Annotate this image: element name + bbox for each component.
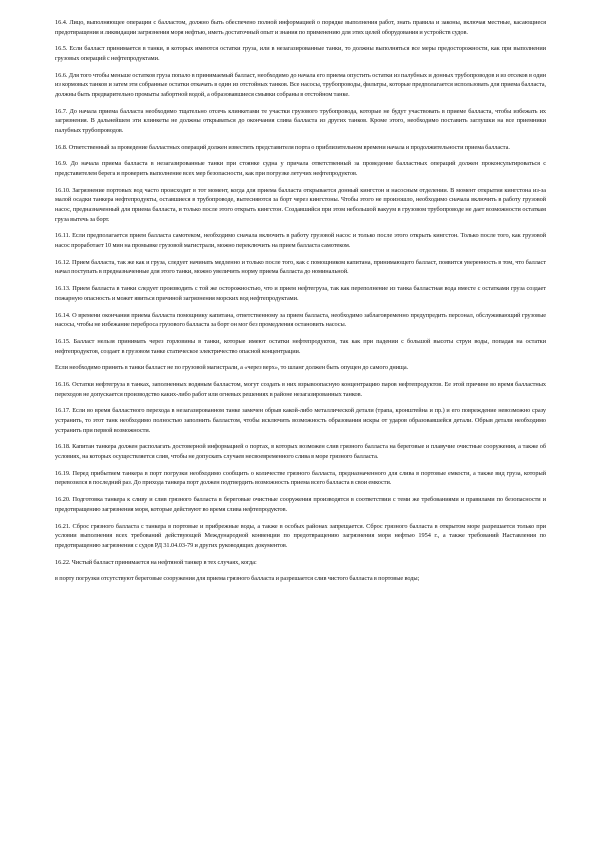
paragraph-16-7: 16.7. До начала приема балласта необходимо тщательно отсечь клинкетами те участки грузового трубопровода, которые не будут участвовать в приеме балласта, чтобы избежать их загрязнения. В дальнейшем эти клинкеты не должны открываться до окончания слива балласта из других танков. Кроме этого, необходимо поставить заглушки на все приемники палубных трубопроводов.	[55, 107, 546, 134]
paragraph-16-14: 16.14. О времени окончания приема балласта помощнику капитана, ответственному за прием балласта, необходимо заблаговременно предупредить персонал, обслуживающий грузовые насосы, чтобы не избежание переброса грузового балласта за борт он мог без промедления остановить насосы.	[55, 311, 546, 329]
paragraph-16-22-condition: в порту погрузки отсутствуют береговые сооружения для приема грязного балласта и разрешается слив чистого балласта в портовые воды;	[55, 575, 420, 583]
paragraph-16-20: 16.20. Подготовка танкера к сливу и слив грязного балласта в береговые очистные сооружения производятся в соответствии с теми же требованиями и правилами по безопасности и предотвращению загрязнения моря, которые действуют во время слива нефтепродуктов.	[55, 496, 546, 513]
paragraph-16-17: 16.17. Если во время балластного перехода в незагазированном танке замечен обрыв какой-либо металлической детали (трапа, кронштейна и пр.) и его повреждение невозможно сразу устранить, то этот танк необходимо полностью заполнить балластом, чтобы исключить возможность образования искры от ударов образовавшейся детали. Обрыв детали необходимо устранить при первой возможности.	[55, 407, 546, 434]
paragraph-16-4: 16.4. Лицо, выполняющее операции с балластом, должно быть обеспечено полной информацией о порядке выполнения работ, знать правила и законы, включая местные, касающиеся предотвращения и ликвидации загрязнения моря нефтью, иметь достаточный опыт и знания по применению для этих целей оборудования и устройств судов.	[55, 19, 546, 36]
paragraph-16-6: 16.6. Для того чтобы меньше остатков груза попало в принимаемый балласт, необходимо до начала его приема опустить остатки из палубных и донных трубопроводов и из отсеков в один из кормовых танков и затем эти собранные остатки откачать в один из отстойных танков. Все насосы, трубопроводы, фильтры, которые предполагается использовать для приема балласта, должны быть предварительно промыты забортной водой, а образовавшиеся смывки собраны в отстойном танке.	[55, 71, 546, 98]
paragraph-16-22: 16.22. Чистый балласт принимается на нефтяной танкер в тех случаях, когда:	[55, 558, 257, 566]
paragraph-16-8: 16.8. Ответственный за проведение балластных операций должен известить представителя порта о приблизительном времени начала и продолжительности приема балласта.	[55, 143, 510, 151]
paragraph-16-10: 16.10. Загрязнение портовых вод часто происходит в тот момент, когда для приема балласта открывается донный кингстон и насосным отделении. В момент открытия кингстона из-за малой осадки танкера нефтепродукты, оставшиеся в трубопроводе, вытесняются за борт через кингстоны. Чтобы этого не произошло, необходимо сначала включить в работу грузовой насос, предназначенный для приема балласта, и только после этого открыть кингстон. Создавшийся при этом небольшой вакуум в грузовом трубопроводе не дает возможности остаткам груза вытечь за борт.	[55, 186, 546, 223]
document-page	[55, 18, 546, 591]
paragraph-16-9: 16.9. До начала приема балласта в незагазированные танки при стоянке судна у причала ответственный за проведение балластных операций должен проконсультироваться с представителем берега и проверить выполнение всех мер безопасности, как при погрузке летучих нефтепродуктов.	[55, 160, 546, 178]
paragraph-16-15: 16.15. Балласт нельзя принимать через горловины в танки, которые имеют остатки нефтепродуктов, так как при падении с большой высоты струи воды, попадая на остатки нефтепродуктов, создает в грузовом танке статическое электричество опасной концентрации.	[55, 337, 546, 355]
paragraph-16-19: 16.19. Перед прибытием танкера в порт погрузки необходимо сообщить о количестве грязного балласта, предназначенного для слива в портовые емкости, а также вид груза, который перевозился в последний раз. До прихода танкера порт должен подтвердить возможность приема всего балласта в свои емкости.	[55, 469, 546, 487]
paragraph-16-21: 16.21. Сброс грязного балласта с танкера в портовые и прибрежные воды, а также в особых районах запрещается. Сброс грязного балласта в открытом море разрешается только при условии выполнения всех требований действующей Международной конвенции по предотвращению загрязнения моря нефтью 1954 г., а также требований Наставления по предотвращению загрязнения с судов РД 31.04.03-79 и других руководящих документов.	[55, 522, 546, 549]
paragraph-16-12: 16.12. Прием балласта, так же как и груза, следует начинать медленно и только после того, как с помощником капитана, принимающего балласт, появится уверенность в том, что балласт начал поступать в предназначенные для этого танки, можно увеличить норму приема балласта до номинальной.	[55, 258, 546, 276]
paragraph-16-16: 16.16. Остатки нефтегруза в танках, заполненных водяным балластом, могут создать в них взрывоопасную концентрацию паров нефтепродуктов. Ее этой причине во время балластных переходов не допускается производство каких-либо работ или огневых решениях в районе незагазированных танков.	[55, 381, 546, 398]
paragraph-16-18: 16.18. Капитан танкера должен располагать достоверной информацией о портах, в которых возможен слив грязного балласта на береговые и плавучие очистные сооружения, а также об условиях, на которых осуществляется слив, чтобы не допускать случаев несвоевременного слива в море грязного балласта.	[55, 443, 546, 460]
paragraph-16-5: 16.5. Если балласт принимается в танки, в которых имеются остатки груза, или в незагазированные танки, то должны выполняться все меры предосторожности, как при выполнении грузовых операций с нефтепродуктами.	[55, 45, 546, 62]
paragraph-16-13: 16.13. Прием балласта в танки следует производить с той же осторожностью, что и прием нефтегруза, так как переполнение из танка балластная вода вместе с остатками груза создает пожарную опасность и может явиться причиной загрязнения морских вод нефтепродуктами.	[55, 285, 546, 302]
paragraph-16-11: 16.11. Если предполагается прием балласта самотеком, необходимо сначала включить в работу грузовой насос и только после этого открыть кингстон. Только после того, как грузовой насос проработает 10 мин на промывке грузовой магистрали, можно переключить на прием балласта самотеком.	[55, 232, 546, 249]
paragraph-16-15-note: Если необходимо принять в танки балласт не по грузовой магистрали, а «через верх», то шланг должен быть опущен до самого днища.	[55, 364, 409, 372]
